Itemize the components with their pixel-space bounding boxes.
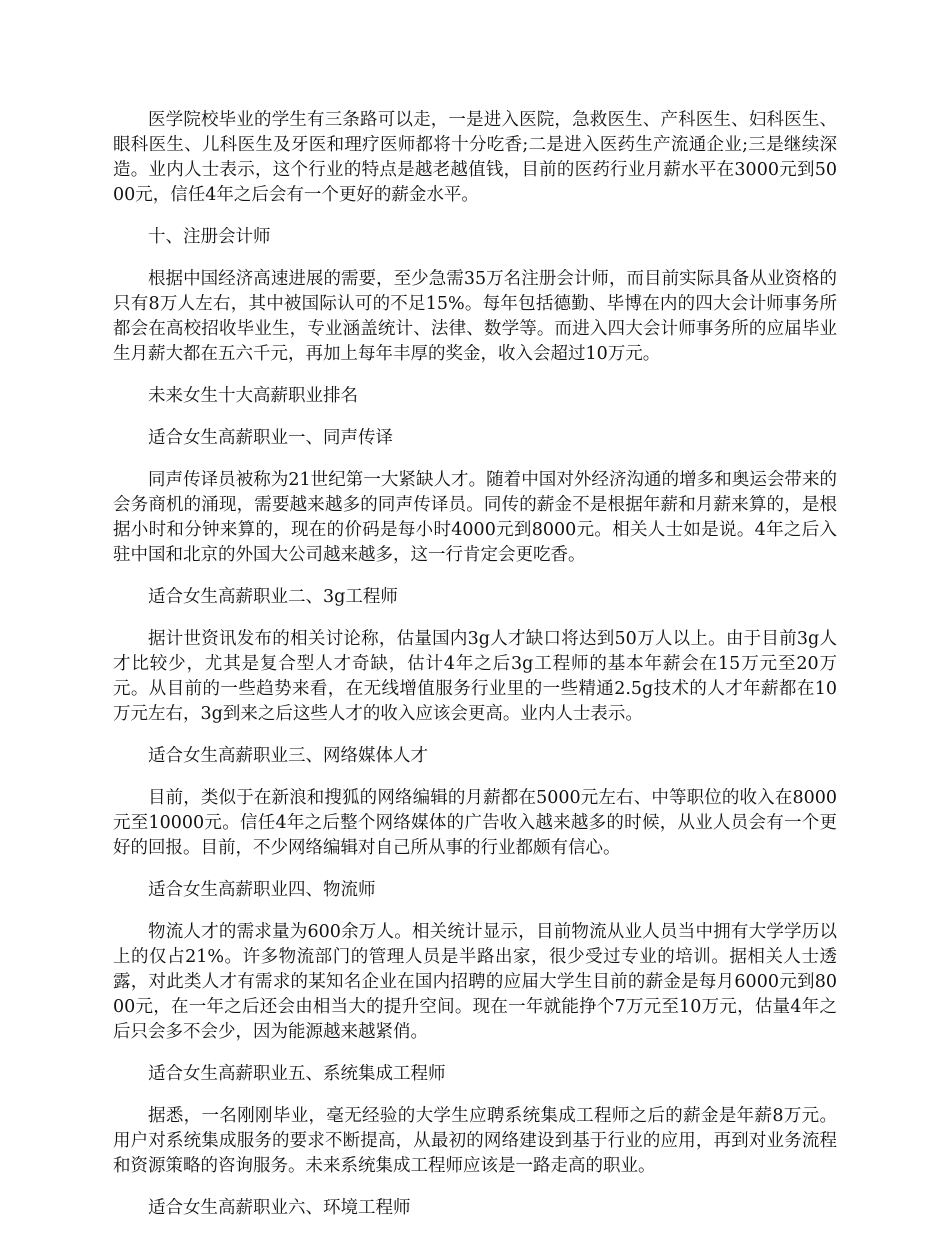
heading-environmental-engineer: 适合女生高薪职业六、环境工程师 (148, 1198, 411, 1218)
document-page (113, 108, 837, 1238)
paragraph-system-integration: 据悉，一名刚刚毕业，毫无经验的大学生应聘系统集成工程师之后的薪金是年薪8万元。用户对系统集成服务的要求不断提高，从最初的网络建设到基于行业的应用，再到对业务流程和资源策略的咨询服务。未来系统集成工程师应该是一路走高的职业。 (113, 1106, 837, 1176)
paragraph-web-media: 目前，类似于在新浪和搜狐的网络编辑的月薪都在5000元左右、中等职位的收入在8000元至10000元。信任4年之后整个网络媒体的广告收入越来越多的时候，从业人员会有一个更好的回报。目前，不少网络编辑对自己所从事的行业都颇有信心。 (113, 788, 837, 858)
heading-interpreter: 适合女生高薪职业一、同声传译 (148, 428, 393, 448)
heading-ranking: 未来女生十大高薪职业排名 (148, 386, 358, 406)
heading-logistics: 适合女生高薪职业四、物流师 (148, 880, 376, 900)
heading-3g-engineer: 适合女生高薪职业二、3g工程师 (148, 587, 398, 607)
paragraph-logistics: 物流人才的需求量为600余万人。相关统计显示，目前物流从业人员当中拥有大学学历以上的仅占21%。许多物流部门的管理人员是半路出家，很少受过专业的培训。据相关人士透露，对此类人才有需求的某知名企业在国内招聘的应届大学生目前的薪金是每月6000元到8000元，在一年之后还会由相当大的提升空间。现在一年就能挣个7万元至10万元，估量4年之后只会多不会少，因为能源越来越紧俏。 (113, 922, 837, 1042)
paragraph-interpreter: 同声传译员被称为21世纪第一大紧缺人才。随着中国对外经济沟通的增多和奥运会带来的会务商机的涌现，需要越来越多的同声传译员。同传的薪金不是根据年薪和月薪来算的，是根据小时和分钟来算的，现在的价码是每小时4000元到8000元。相关人士如是说。4年之后入驻中国和北京的外国大公司越来越多，这一行肯定会更吃香。 (113, 470, 837, 565)
paragraph-medical-graduates: 医学院校毕业的学生有三条路可以走，一是进入医院，急救医生、产科医生、妇科医生、眼科医生、儿科医生及牙医和理疗医师都将十分吃香;二是进入医药生产流通企业;三是继续深造。业内人士表示，这个行业的特点是越老越值钱，目前的医药行业月薪水平在3000元到5000元，信任4年之后会有一个更好的薪金水平。 (113, 110, 837, 205)
paragraph-cpa: 根据中国经济高速进展的需要，至少急需35万名注册会计师，而目前实际具备从业资格的只有8万人左右，其中被国际认可的不足15%。每年包括德勤、毕博在内的四大会计师事务所都会在高校招收毕业生，专业涵盖统计、法律、数学等。而进入四大会计师事务所的应届毕业生月薪大都在五六千元，再加上每年丰厚的奖金，收入会超过10万元。 (113, 269, 837, 364)
paragraph-3g-engineer: 据计世资讯发布的相关讨论称，估量国内3g人才缺口将达到50万人以上。由于目前3g人才比较少，尤其是复合型人才奇缺，估计4年之后3g工程师的基本年薪会在15万元至20万元。从目前的一些趋势来看，在无线增值服务行业里的一些精通2.5g技术的人才年薪都在10万元左右，3g到来之后这些人才的收入应该会更高。业内人士表示。 (113, 629, 837, 724)
heading-system-integration: 适合女生高薪职业五、系统集成工程师 (148, 1064, 446, 1084)
heading-cpa: 十、注册会计师 (148, 227, 271, 247)
heading-web-media: 适合女生高薪职业三、网络媒体人才 (148, 746, 428, 766)
